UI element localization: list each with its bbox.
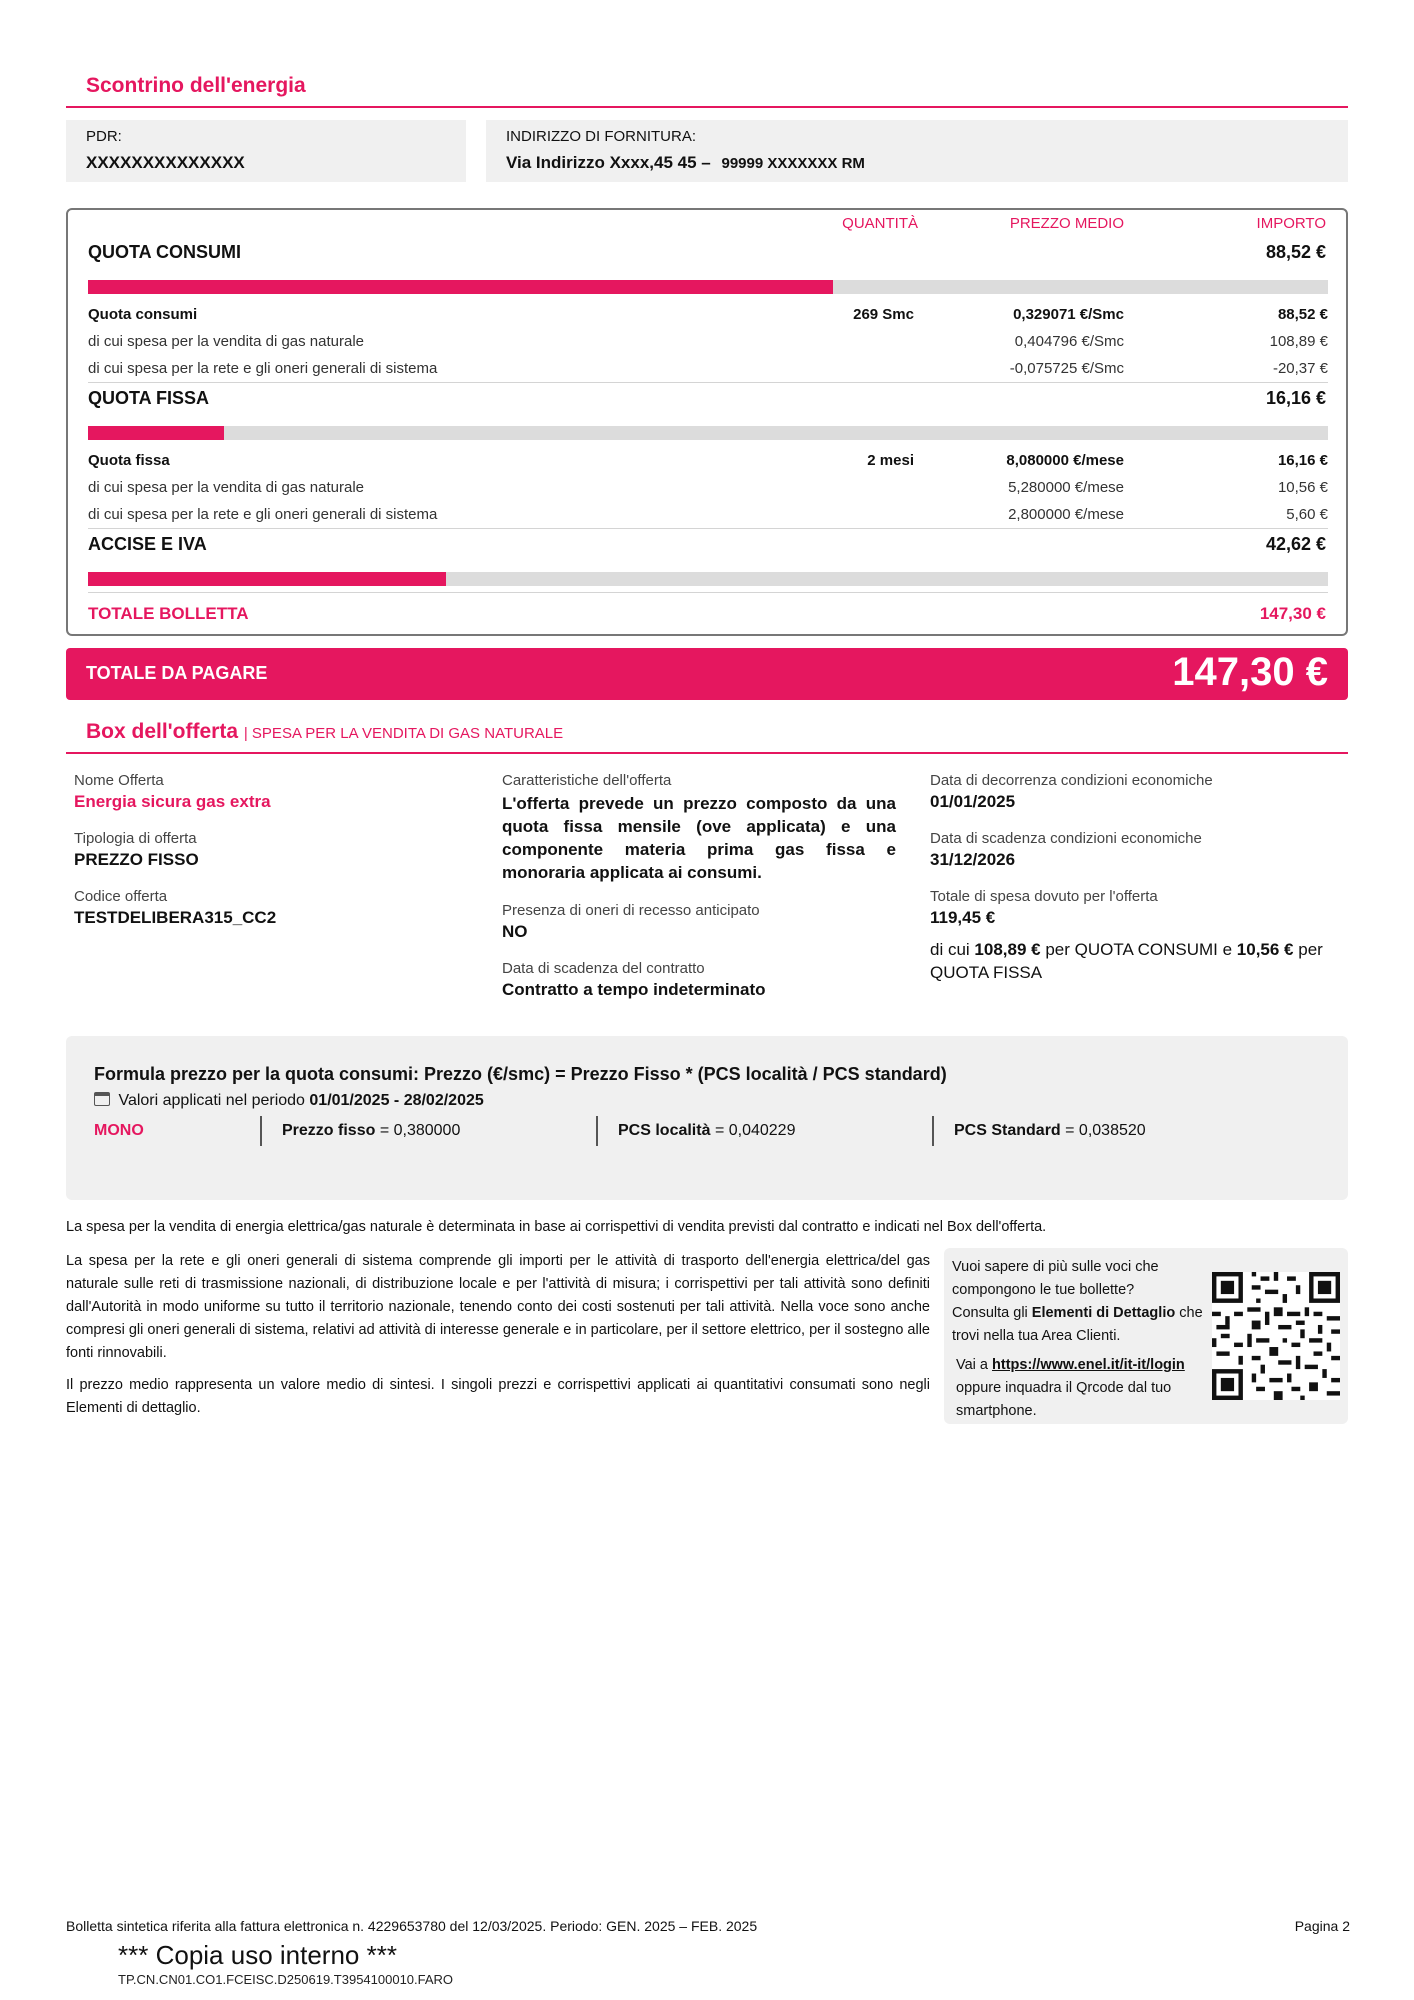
section-amount-fissa: 16,16 € bbox=[1265, 388, 1326, 408]
consumi-bar-track bbox=[88, 280, 1328, 294]
row-divider bbox=[88, 382, 1328, 383]
consumi-bar-fill bbox=[88, 280, 833, 294]
contract-end-value: Contratto a tempo indeterminato bbox=[502, 980, 766, 999]
qr-details-link: Elementi di Dettaglio bbox=[1031, 1305, 1176, 1321]
offer-title: Box dell'offerta bbox=[86, 720, 239, 743]
qr-text: Vai a bbox=[956, 1357, 988, 1373]
split-text: per QUOTA CONSUMI e bbox=[1045, 940, 1233, 959]
offer-column-3 bbox=[930, 772, 1330, 984]
qr-details bbox=[952, 1302, 1208, 1348]
qr-login bbox=[952, 1354, 1208, 1423]
band-label: MONO bbox=[94, 1122, 144, 1139]
offer-column-1 bbox=[74, 772, 454, 946]
login-link[interactable]: https://www.enel.it/it-it/login bbox=[992, 1357, 1185, 1373]
section-amount-consumi: 88,52 € bbox=[1265, 242, 1326, 262]
qr-code-icon[interactable] bbox=[1212, 1272, 1340, 1400]
internal-copy-label: *** Copia uso interno *** bbox=[118, 1940, 397, 1970]
qr-info-box bbox=[944, 1248, 1348, 1424]
column-separator bbox=[932, 1116, 934, 1146]
col-amount-header: IMPORTO bbox=[1256, 215, 1326, 232]
table-row bbox=[88, 360, 1328, 382]
row-amount: 88,52 € bbox=[1277, 306, 1328, 323]
table-row bbox=[88, 452, 1328, 474]
fixed-price-value: = 0,380000 bbox=[379, 1122, 461, 1139]
formula-box bbox=[66, 1036, 1348, 1200]
receipt-section-title: Scontrino dell'energia bbox=[86, 74, 306, 97]
row-amount: 108,89 € bbox=[1269, 333, 1328, 350]
section-title-fissa: QUOTA FISSA bbox=[88, 388, 209, 408]
fissa-bar-fill bbox=[88, 426, 224, 440]
formula-title: Formula prezzo per la quota consumi: Prezzo (€/smc) = Prezzo Fisso * (PCS località / PCS standard) bbox=[94, 1064, 947, 1084]
row-description: Quota fissa bbox=[88, 452, 170, 469]
row-description: Quota consumi bbox=[88, 306, 198, 323]
offer-type-value: PREZZO FISSO bbox=[74, 850, 199, 869]
address-street: Via Indirizzo Xxxx,45 45 – bbox=[506, 153, 711, 172]
offer-features-label: Caratteristiche dell'offerta bbox=[502, 772, 672, 789]
row-amount: -20,37 € bbox=[1272, 360, 1328, 377]
note-network: La spesa per la rete e gli oneri generali di sistema comprende gli importi per le attività di trasporto dell'energia elettrica/del gas naturale sulle reti di trasmissione nazionali, di distribuzione locale e per l'attività di misura; i corrispettivi per tali attività sono definiti dall'Autorità in modo uniforme su tutto il territorio nazionale, tenendo conto dei costi sostenuti per tali attività. Nella voce sono anche compresi gli oneri generali di sistema, relativi ad attività di interesse generale e in particolare, per il settore elettrico, per il sostegno alle fonti rinnovabili. bbox=[66, 1253, 930, 1361]
offer-name-value: Energia sicura gas extra bbox=[74, 792, 271, 811]
offer-type-label: Tipologia di offerta bbox=[74, 830, 197, 847]
row-amount: 16,16 € bbox=[1277, 452, 1328, 469]
period-value: 01/01/2025 - 28/02/2025 bbox=[309, 1092, 484, 1109]
row-price: 8,080000 €/mese bbox=[1006, 452, 1124, 469]
row-price: 5,280000 €/mese bbox=[1008, 479, 1124, 496]
formula-values-row bbox=[94, 1120, 1324, 1146]
offer-features-value: L'offerta prevede un prezzo composto da una quota fissa mensile (ove applicata) e una componente materia prima gas fissa e monoraria applicata ai consumi. bbox=[502, 794, 896, 882]
total-to-pay-label: TOTALE DA PAGARE bbox=[86, 663, 268, 683]
qr-text: Consulta gli bbox=[952, 1305, 1028, 1321]
split-text: di cui bbox=[930, 940, 970, 959]
section-divider bbox=[66, 752, 1348, 754]
row-divider bbox=[88, 592, 1328, 593]
row-amount: 5,60 € bbox=[1286, 506, 1328, 523]
address-value bbox=[506, 153, 1328, 173]
total-to-pay-banner bbox=[66, 648, 1348, 700]
accise-bar-fill bbox=[88, 572, 446, 586]
offer-code-value: TESTDELIBERA315_CC2 bbox=[74, 908, 277, 927]
row-price: 2,800000 €/mese bbox=[1008, 506, 1124, 523]
row-price: -0,075725 €/Smc bbox=[1009, 360, 1124, 377]
calendar-icon bbox=[94, 1092, 110, 1106]
pcs-local bbox=[618, 1120, 795, 1146]
table-row bbox=[88, 506, 1328, 528]
formula-period bbox=[94, 1092, 484, 1110]
page-number: Pagina 2 bbox=[1294, 1918, 1350, 1934]
note-sales: La spesa per la vendita di energia elettrica/gas naturale è determinata in base ai corrispettivi di vendita previsti dal contratto e indicati nel Box dell'offerta. bbox=[66, 1219, 1047, 1235]
pcs-standard bbox=[954, 1120, 1146, 1146]
offer-total-label: Totale di spesa dovuto per l'offerta bbox=[930, 888, 1158, 905]
note-avg-price: Il prezzo medio rappresenta un valore medio di sintesi. I singoli prezzi e corrispettivi applicati ai quantitativi consumati sono negli Elementi di dettaglio. bbox=[66, 1377, 930, 1416]
offer-name-label: Nome Offerta bbox=[74, 772, 164, 789]
address-city: 99999 XXXXXXX RM bbox=[721, 155, 865, 172]
split-text: per QUOTA FISSA bbox=[930, 940, 1323, 982]
row-description: di cui spesa per la vendita di gas naturale bbox=[88, 479, 365, 496]
pdr-box bbox=[66, 120, 466, 182]
offer-total-split bbox=[930, 938, 1330, 984]
table-row bbox=[88, 333, 1328, 355]
address-box bbox=[486, 120, 1348, 182]
split-consumi-amount: 108,89 € bbox=[974, 940, 1041, 959]
accise-bar-track bbox=[88, 572, 1328, 586]
row-quantity: 269 Smc bbox=[853, 306, 914, 323]
col-quantity-header: QUANTITÀ bbox=[842, 215, 918, 232]
bill-total-label: TOTALE BOLLETTA bbox=[88, 604, 249, 623]
conditions-start-value: 01/01/2025 bbox=[930, 792, 1016, 811]
address-label: INDIRIZZO DI FORNITURA: bbox=[506, 128, 696, 145]
row-description: di cui spesa per la vendita di gas naturale bbox=[88, 333, 365, 350]
document-code: TP.CN.CN01.CO1.FCEISC.D250619.T3954100010.FARO bbox=[118, 1972, 454, 1987]
bill-total-amount: 147,30 € bbox=[1259, 604, 1326, 623]
row-divider bbox=[88, 528, 1328, 529]
footer-invoice-ref: Bolletta sintetica riferita alla fattura elettronica n. 4229653780 del 12/03/2025. Periodo: GEN. 2025 – FEB. 2025 bbox=[66, 1918, 758, 1934]
qr-info-text bbox=[952, 1256, 1208, 1423]
receipt-table bbox=[66, 208, 1348, 636]
row-amount: 10,56 € bbox=[1277, 479, 1328, 496]
offer-subtitle: | SPESA PER LA VENDITA DI GAS NATURALE bbox=[243, 725, 564, 742]
row-price: 0,404796 €/Smc bbox=[1014, 333, 1124, 350]
conditions-end-label: Data di scadenza condizioni economiche bbox=[930, 830, 1202, 847]
total-to-pay-amount: 147,30 € bbox=[1172, 650, 1328, 694]
pdr-value: XXXXXXXXXXXXXX bbox=[86, 153, 245, 172]
offer-total-value: 119,45 € bbox=[930, 908, 996, 927]
pcs-standard-value: = 0,038520 bbox=[1065, 1122, 1146, 1139]
offer-column-2 bbox=[502, 772, 896, 1018]
section-title-consumi: QUOTA CONSUMI bbox=[88, 242, 241, 262]
pcs-local-label: PCS località bbox=[618, 1122, 711, 1139]
section-divider bbox=[66, 106, 1348, 108]
table-row bbox=[88, 479, 1328, 501]
withdrawal-fee-value: NO bbox=[502, 922, 528, 941]
qr-text: che trovi nella tua Area Clienti. bbox=[952, 1305, 1203, 1344]
contract-end-label: Data di scadenza del contratto bbox=[502, 960, 705, 977]
fissa-bar-track bbox=[88, 426, 1328, 440]
pcs-local-value: = 0,040229 bbox=[714, 1122, 796, 1139]
row-price: 0,329071 €/Smc bbox=[1013, 306, 1124, 323]
row-description: di cui spesa per la rete e gli oneri generali di sistema bbox=[88, 506, 438, 523]
offer-code-label: Codice offerta bbox=[74, 888, 168, 905]
offer-section-title bbox=[86, 720, 563, 744]
column-separator bbox=[596, 1116, 598, 1146]
withdrawal-fee-label: Presenza di oneri di recesso anticipato bbox=[502, 902, 760, 919]
pcs-standard-label: PCS Standard bbox=[954, 1122, 1061, 1139]
qr-text: oppure inquadra il Qrcode dal tuo smartphone. bbox=[956, 1380, 1172, 1419]
conditions-end-value: 31/12/2026 bbox=[930, 850, 1016, 869]
column-separator bbox=[260, 1116, 262, 1146]
period-text: Valori applicati nel periodo bbox=[118, 1092, 305, 1109]
row-quantity: 2 mesi bbox=[867, 452, 914, 469]
pdr-label: PDR: bbox=[86, 128, 122, 145]
split-fissa-amount: 10,56 € bbox=[1236, 940, 1294, 959]
fixed-price bbox=[282, 1120, 460, 1146]
fixed-price-label: Prezzo fisso bbox=[282, 1122, 376, 1139]
qr-question: Vuoi sapere di più sulle voci che compongono le tue bollette? bbox=[952, 1259, 1159, 1298]
row-description: di cui spesa per la rete e gli oneri generali di sistema bbox=[88, 360, 438, 377]
col-avg-price-header: PREZZO MEDIO bbox=[1009, 215, 1124, 232]
table-row bbox=[88, 306, 1328, 328]
section-amount-accise: 42,62 € bbox=[1265, 534, 1326, 554]
section-title-accise: ACCISE E IVA bbox=[88, 534, 207, 554]
conditions-start-label: Data di decorrenza condizioni economiche bbox=[930, 772, 1213, 789]
